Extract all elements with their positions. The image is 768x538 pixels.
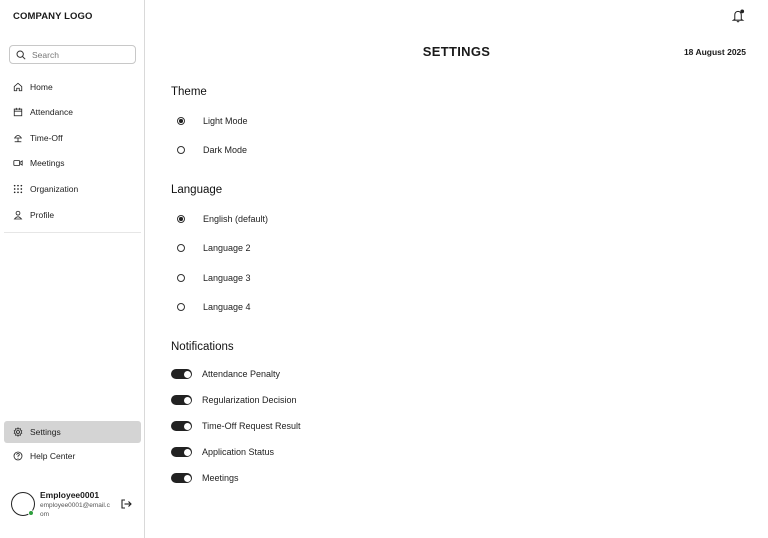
theme-option-dark[interactable]	[177, 145, 247, 155]
sidebar-item-label: Organization	[30, 184, 79, 194]
radio-label: Light Mode	[203, 116, 248, 126]
radio-label: Language 3	[203, 273, 251, 283]
user-profile-card[interactable]	[11, 490, 136, 524]
sidebar-item-label: Settings	[30, 427, 61, 437]
toggle-label: Meetings	[202, 473, 239, 483]
sidebar-item-label: Attendance	[30, 107, 74, 117]
sidebar-item-profile[interactable]	[4, 204, 141, 226]
language-option-english[interactable]	[177, 214, 268, 224]
radio-label: Language 4	[203, 302, 251, 312]
notification-regularization-decision[interactable]	[171, 395, 297, 405]
toggle-switch[interactable]	[171, 395, 192, 405]
notifications-heading: Notifications	[171, 341, 234, 353]
radio-button[interactable]	[177, 117, 185, 125]
sidebar-item-label: Home	[30, 82, 53, 92]
sidebar-item-label: Help Center	[30, 451, 76, 461]
notification-attendance-penalty[interactable]	[171, 369, 280, 379]
grid-icon	[13, 184, 23, 194]
logout-icon[interactable]	[120, 498, 132, 510]
sidebar-divider	[4, 232, 141, 233]
home-icon	[13, 82, 23, 92]
help-icon	[13, 451, 23, 461]
sidebar-item-help-center[interactable]	[4, 445, 141, 467]
company-logo: COMPANY LOGO	[13, 11, 93, 22]
language-option-2[interactable]	[177, 243, 251, 253]
user-name: Employee0001	[40, 490, 100, 500]
language-option-3[interactable]	[177, 273, 251, 283]
sidebar-item-label: Meetings	[30, 158, 65, 168]
toggle-label: Attendance Penalty	[202, 369, 281, 379]
user-icon	[13, 210, 23, 220]
toggle-label: Application Status	[202, 447, 275, 457]
sidebar-item-meetings[interactable]	[4, 152, 141, 174]
radio-label: English (default)	[203, 214, 269, 224]
sidebar	[0, 0, 145, 538]
language-option-4[interactable]	[177, 302, 251, 312]
video-icon	[13, 158, 23, 168]
radio-label: Language 2	[203, 243, 251, 253]
current-date: 18 August 2025	[683, 47, 746, 57]
sidebar-item-attendance[interactable]	[4, 101, 141, 123]
search-icon	[16, 50, 26, 60]
page-title: SETTINGS	[422, 44, 491, 59]
toggle-label: Time-Off Request Result	[202, 421, 301, 431]
user-email: employee0001@email.com	[40, 502, 110, 518]
online-status-dot	[28, 510, 34, 516]
theme-heading: Theme	[171, 86, 207, 98]
toggle-switch[interactable]	[171, 473, 192, 483]
notification-application-status[interactable]	[171, 447, 274, 457]
radio-button[interactable]	[177, 215, 185, 223]
beach-icon	[13, 133, 23, 143]
notification-bell-icon[interactable]	[732, 9, 745, 23]
toggle-switch[interactable]	[171, 421, 192, 431]
toggle-switch[interactable]	[171, 369, 192, 379]
sidebar-item-organization[interactable]	[4, 178, 141, 200]
notification-meetings[interactable]	[171, 473, 239, 483]
gear-icon	[13, 427, 23, 437]
calendar-icon	[13, 107, 23, 117]
radio-button[interactable]	[177, 303, 185, 311]
search-input[interactable]	[32, 50, 127, 60]
theme-option-light[interactable]	[177, 116, 248, 126]
toggle-switch[interactable]	[171, 447, 192, 457]
sidebar-item-time-off[interactable]	[4, 127, 141, 149]
notification-time-off-request-result[interactable]	[171, 421, 301, 431]
search-box[interactable]	[9, 45, 136, 64]
sidebar-item-label: Profile	[30, 210, 55, 220]
radio-label: Dark Mode	[203, 145, 248, 155]
sidebar-item-home[interactable]	[4, 76, 141, 98]
toggle-label: Regularization Decision	[202, 395, 297, 405]
language-heading: Language	[171, 184, 223, 196]
sidebar-item-settings[interactable]	[4, 421, 141, 443]
radio-button[interactable]	[177, 274, 185, 282]
radio-button[interactable]	[177, 244, 185, 252]
radio-button[interactable]	[177, 146, 185, 154]
sidebar-item-label: Time-Off	[30, 133, 63, 143]
